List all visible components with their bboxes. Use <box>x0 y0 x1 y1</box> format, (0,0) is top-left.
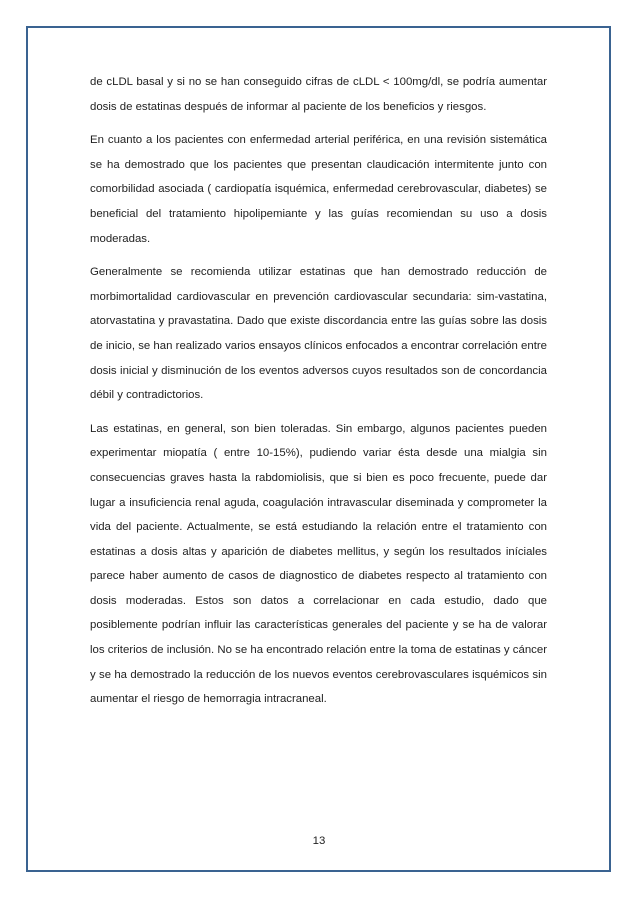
paragraph-statin-tolerance: Las estatinas, en general, son bien toleradas. Sin embargo, algunos pacientes pueden experimentar miopatía ( entre 10-15%), pudiendo variar ésta desde una mialgia sin consecuencias graves hasta la rabdomiolisis, que si bien es poco frecuente, puede dar lugar a insuficiencia renal aguda, coagulación intravascular diseminada y comprometer la vida del paciente. Actualmente, se está estudiando la relación entre el tratamiento con estatinas a dosis altas y aparición de diabetes mellitus, y según los resultados iníciales parece haber aumento de casos de diagnostico de diabetes respecto al tratamiento con dosis moderadas. Estos son datos a correlacionar en cada estudio, dado que posiblemente podrían influir las características generales del paciente y se ha de valorar los criterios de inclusión. No se ha encontrado relación entre la toma de estatinas y cáncer y se ha demostrado la reducción de los nuevos eventos cerebrovasculares isquémicos sin aumentar el riesgo de hemorragia intracraneal. <box>90 422 547 706</box>
paragraph-recommended-statins: Generalmente se recomienda utilizar estatinas que han demostrado reducción de morbimortalidad cardiovascular en prevención cardiovascular secundaria: sim-vastatina, atorvastatina y pravastatina. Dado que existe discordancia entre las guías sobre las dosis de inicio, se han realizado varios ensayos clínicos enfocados a encontrar correlación entre dosis inicial y disminución de los eventos adversos cuyos resultados son de concordancia débil y contradictorios. <box>90 266 547 402</box>
paragraph-statin-dose: de cLDL basal y si no se han conseguido cifras de cLDL < 100mg/dl, se podría aumentar dosis de estatinas después de informar al paciente de los beneficios y riesgos. <box>90 76 547 113</box>
page-number: 13 <box>312 835 326 847</box>
page-body <box>90 70 547 721</box>
paragraph-peripheral-arterial-disease: En cuanto a los pacientes con enfermedad arterial periférica, en una revisión sistemática se ha demostrado que los pacientes que presentan claudicación intermitente junto con comorbilidad asociada ( cardiopatía isquémica, enfermedad cerebrovascular, diabetes) se beneficial del tratamiento hipolipemiante y las guías recomiendan su uso a dosis moderadas. <box>90 134 547 245</box>
